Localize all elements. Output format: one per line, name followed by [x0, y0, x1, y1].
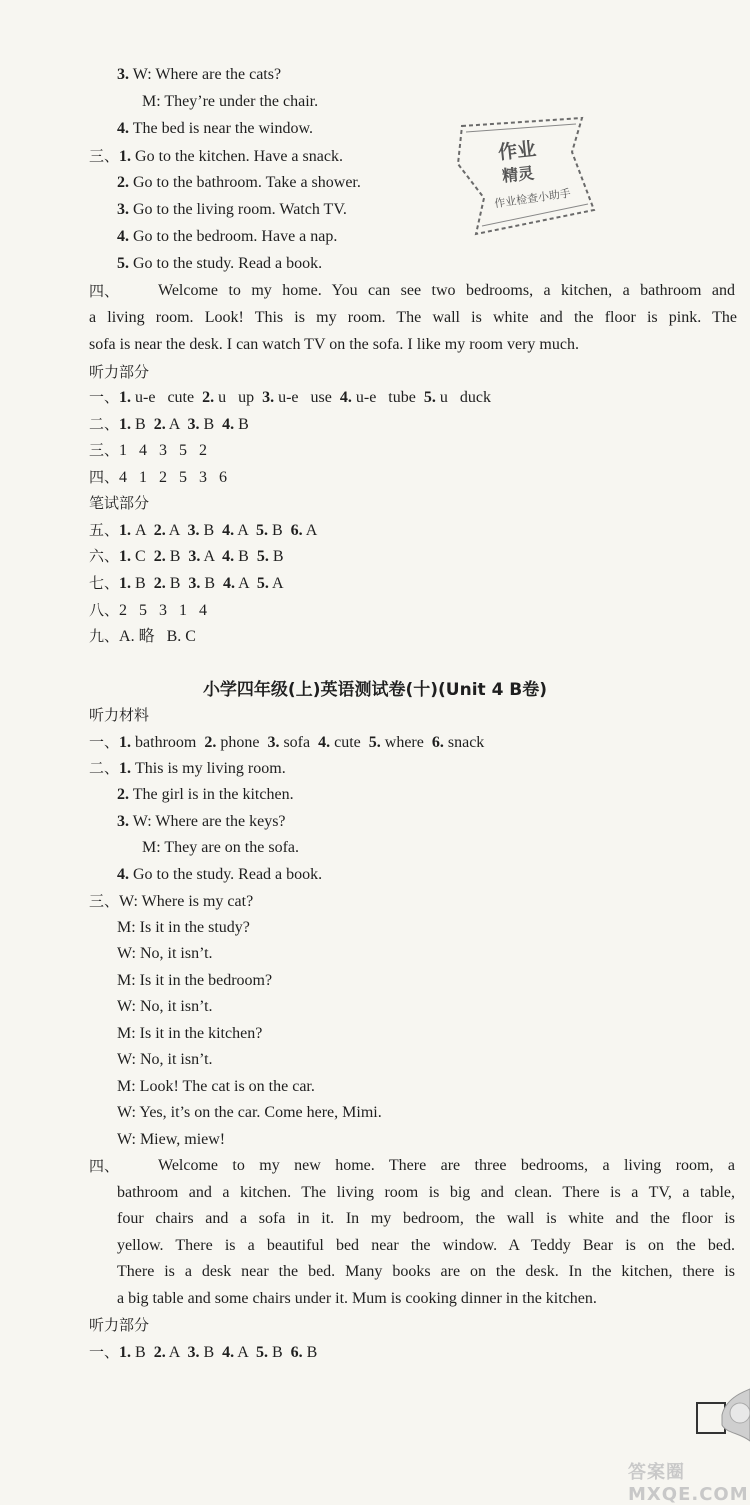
- answer-row-1: 一、1. u-e cute 2. u up 3. u-e use 4. u-e tube 5. u duck: [89, 388, 491, 406]
- dialogue-line: W: No, it isn’t.: [117, 1051, 213, 1068]
- stamp-line-3: 作业检查小助手: [493, 186, 572, 211]
- stamp-line-2: 精灵: [501, 163, 536, 186]
- paragraph-line: yellow. There is a beautiful bed near the window. A Teddy Bear is on the bed.: [117, 1237, 735, 1254]
- answer-row-8: 八、2 5 3 1 4: [89, 601, 208, 619]
- section-heading: 听力部分: [89, 363, 150, 381]
- section-heading: 听力部分: [89, 1316, 150, 1334]
- paragraph-line: sofa is near the desk. I can watch TV on the sofa. I like my room very much.: [89, 336, 579, 353]
- dialogue-line: W: No, it isn’t.: [117, 945, 213, 962]
- section-3-line-1: 三、1. Go to the kitchen. Have a snack.: [89, 147, 343, 165]
- section-heading: 听力材料: [89, 706, 150, 724]
- answer-row-2: 二、1. B 2. A 3. B 4. B: [89, 415, 249, 433]
- section-heading: 笔试部分: [89, 494, 150, 512]
- section-3-line-2: 2. Go to the bathroom. Take a shower.: [117, 174, 361, 191]
- paragraph-line: Welcome to my home. You can see two bedrooms, a kitchen, a bathroom and: [158, 282, 735, 299]
- paragraph-line: four chairs and a sofa in it. In my bedroom, the wall is white and the floor is: [117, 1210, 735, 1227]
- paragraph-line: Welcome to my new home. There are three bedrooms, a living room, a: [158, 1157, 735, 1174]
- answer-row-1: 一、1. B 2. A 3. B 4. A 5. B 6. B: [89, 1343, 318, 1361]
- section-3-line-4: 4. Go to the bedroom. Have a nap.: [117, 228, 338, 245]
- dialogue-line: M: Is it in the kitchen?: [117, 1025, 263, 1042]
- dialogue-line: M: Is it in the study?: [117, 919, 250, 936]
- answer-row-3: 三、1 4 3 5 2: [89, 441, 208, 459]
- text-line: M: They’re under the chair.: [142, 93, 319, 110]
- section-4-prefix: 四、: [89, 282, 120, 300]
- section-3-line-5: 5. Go to the study. Read a book.: [117, 255, 323, 272]
- stamp-line-1: 作业: [497, 138, 538, 164]
- paragraph-line: There is a desk near the bed. Many books are on the desk. In the kitchen, there is: [117, 1263, 735, 1280]
- text-line: 3. W: Where are the cats?: [117, 66, 282, 83]
- watermark-text: 答案圈 MXQE.COM: [628, 1462, 749, 1505]
- material-row-2-line-5: 4. Go to the study. Read a book.: [117, 866, 323, 883]
- material-row-2-line-4: M: They are on the sofa.: [142, 839, 299, 856]
- paragraph-line: a living room. Look! This is my room. The wall is white and the floor is pink. The: [89, 309, 737, 326]
- answer-row-7: 七、1. B 2. B 3. B 4. A 5. A: [89, 574, 284, 592]
- material-row-2-line-3: 3. W: Where are the keys?: [117, 813, 286, 830]
- section-4-prefix: 四、: [89, 1157, 120, 1175]
- dialogue-line: W: Miew, miew!: [117, 1131, 226, 1148]
- answer-row-5: 五、1. A 2. A 3. B 4. A 5. B 6. A: [89, 521, 318, 539]
- dialogue-line: M: Look! The cat is on the car.: [117, 1078, 315, 1095]
- paragraph-line: bathroom and a kitchen. The living room is big and clean. There is a TV, a table,: [117, 1184, 735, 1201]
- answer-row-4: 四、4 1 2 5 3 6: [89, 468, 228, 486]
- paragraph-line: a big table and some chairs under it. Mum is cooking dinner in the kitchen.: [117, 1290, 597, 1307]
- dialogue-line: M: Is it in the bedroom?: [117, 972, 273, 989]
- text-line: 4. The bed is near the window.: [117, 120, 313, 137]
- answer-row-6: 六、1. C 2. B 3. A 4. B 5. B: [89, 547, 284, 565]
- answer-row-9: 九、A. 略 B. C: [89, 627, 196, 645]
- section-3-line-3: 3. Go to the living room. Watch TV.: [117, 201, 347, 218]
- material-row-1: 一、1. bathroom 2. phone 3. sofa 4. cute 5. where 6. snack: [89, 733, 485, 751]
- material-row-2-line-1: 二、1. This is my living room.: [89, 759, 286, 777]
- dialogue-line: W: Yes, it’s on the car. Come here, Mimi.: [117, 1104, 382, 1121]
- test-title: 小学四年级(上)英语测试卷(十)(Unit 4 B卷): [202, 680, 548, 700]
- material-row-2-line-2: 2. The girl is in the kitchen.: [117, 786, 294, 803]
- dialogue-line: W: No, it isn’t.: [117, 998, 213, 1015]
- dialogue-line: 三、W: Where is my cat?: [89, 892, 254, 910]
- homework-elf-stamp: [444, 112, 604, 242]
